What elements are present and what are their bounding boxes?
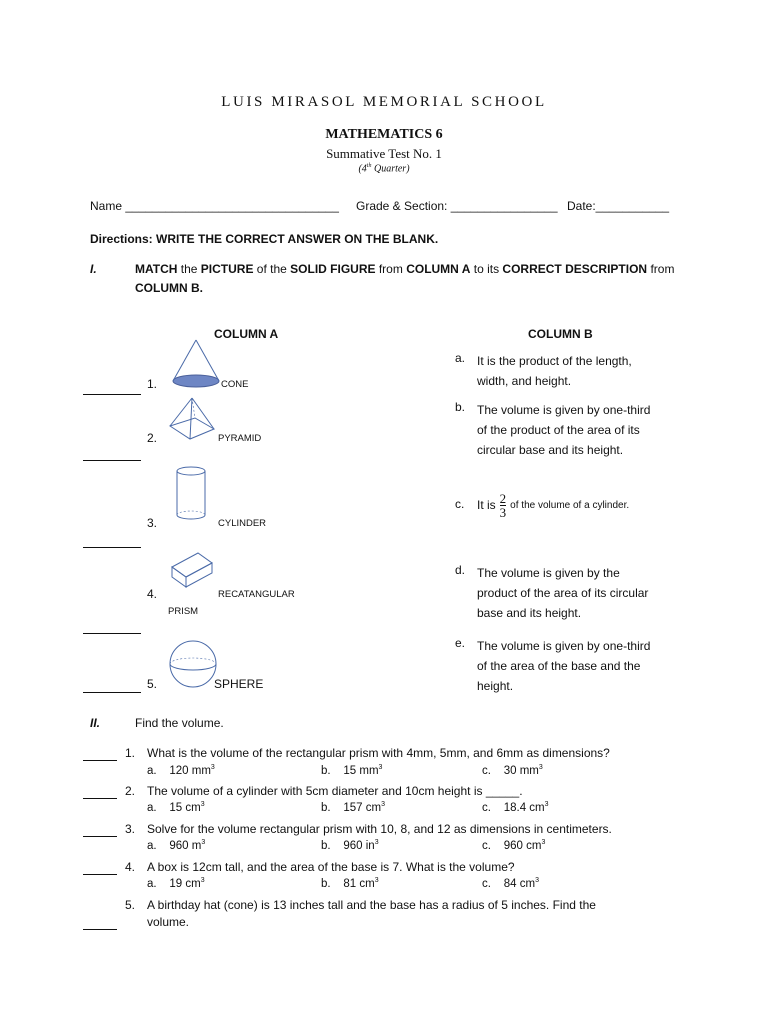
- q1-choice-b: b. 15 $mm^3$: [321, 764, 383, 777]
- choice-c-letter: c.: [455, 497, 465, 511]
- answer-blank-3[interactable]: [83, 547, 141, 548]
- q2-text: The volume of a cylinder with 5cm diameter and 10cm height is _____.: [147, 784, 523, 798]
- item-4-label-line2: PRISM: [168, 606, 199, 617]
- directions: Directions: WRITE THE CORRECT ANSWER ON THE BLANK.: [90, 232, 439, 246]
- rectangular-prism-figure: [170, 551, 216, 591]
- q3-choice-c: c. 960 $cm^3$: [482, 839, 546, 852]
- q2-answer-blank[interactable]: [83, 798, 117, 799]
- subject-title: MATHEMATICS 6: [325, 127, 443, 142]
- q1-text: What is the volume of the rectangular prism with 4mm, 5mm, and 6mm as dimensions?: [147, 746, 610, 760]
- item-5-label: SPHERE: [214, 677, 264, 691]
- item-3-label: CYLINDER: [218, 518, 267, 529]
- q3-text: Solve for the volume rectangular prism with 10, 8, and 12 as dimensions in centimeters.: [147, 822, 612, 836]
- answer-blank-1[interactable]: [83, 394, 141, 395]
- part1-instruction-line2: COLUMN B.: [135, 281, 203, 295]
- q1-answer-blank[interactable]: [83, 760, 117, 761]
- q3-answer-blank[interactable]: [83, 836, 117, 837]
- q3-choice-b: b. 960 $in^3$: [321, 839, 379, 852]
- column-a-header: COLUMN A: [214, 327, 279, 341]
- q1-number: 1.: [125, 746, 136, 760]
- item-2-number: 2.: [147, 431, 158, 445]
- q4-number: 4.: [125, 860, 136, 874]
- date-field[interactable]: Date:___________: [567, 199, 670, 213]
- q3-number: 3.: [125, 822, 136, 836]
- choice-d-letter: d.: [455, 563, 466, 577]
- item-2-label: PYRAMID: [218, 433, 262, 444]
- column-b-header: COLUMN B: [528, 327, 593, 341]
- name-field[interactable]: Name ________________________________: [90, 199, 339, 213]
- q4-choice-c: c. 84 $cm^3$: [482, 877, 539, 890]
- choice-e-letter: e.: [455, 636, 466, 650]
- q1-choice-c: c. 30 $mm^3$: [482, 764, 543, 777]
- school-name: LUIS MIRASOL MEMORIAL SCHOOL: [221, 94, 547, 110]
- q2-choice-a: a. 15 $cm^3$: [147, 801, 205, 814]
- choice-b-text: The volume is given by one-third of the product of the area of its circular base and its height.: [477, 403, 651, 457]
- choice-d-text: The volume is given by the product of the area of its circular base and its height.: [477, 566, 649, 620]
- q4-choice-a: a. 19 $cm^3$: [147, 877, 205, 890]
- item-1-number: 1.: [147, 377, 158, 391]
- q3-choice-a: a. 960 $m^3$: [147, 839, 206, 852]
- q2-choice-c: c. 18.4 $cm^3$: [482, 801, 549, 814]
- item-4-label: RECATANGULAR: [218, 589, 295, 600]
- part2-instruction: Find the volume.: [135, 716, 224, 730]
- q5-text-line2: volume.: [147, 915, 190, 929]
- q4-choice-b: b. 81 $cm^3$: [321, 877, 379, 890]
- choice-e-text: The volume is given by one-third of the area of the base and the height.: [477, 639, 651, 693]
- item-1-label: CONE: [221, 379, 249, 390]
- cone-figure: [168, 338, 224, 390]
- q4-answer-blank[interactable]: [83, 874, 117, 875]
- item-3-number: 3.: [147, 516, 158, 530]
- q5-text: A birthday hat (cone) is 13 inches tall and the base has a radius of 5 inches. Find the: [147, 898, 596, 912]
- part1-instruction: MATCH the PICTURE of the SOLID FIGURE from COLUMN A to its CORRECT DESCRIPTION from: [135, 262, 675, 276]
- choice-c-text: It is $\frac{2}{3}$ of the volume of a cylinder.: [477, 490, 630, 520]
- q2-number: 2.: [125, 784, 136, 798]
- choice-a-letter: a.: [455, 351, 466, 365]
- quarter-label: (4th Quarter): [358, 163, 410, 175]
- answer-blank-2[interactable]: [83, 460, 141, 461]
- choice-a-text: It is the product of the length, width, and height.: [477, 354, 632, 388]
- sphere-figure: [168, 638, 218, 690]
- q4-text: A box is 12cm tall, and the area of the base is 7. What is the volume?: [147, 860, 515, 874]
- q2-choice-b: b. 157 $cm^3$: [321, 801, 385, 814]
- item-4-number: 4.: [147, 587, 158, 601]
- fraction-two-thirds: $\frac{2}{3}$: [499, 490, 507, 520]
- part2-numeral: II.: [90, 716, 101, 730]
- part1-numeral: I.: [90, 262, 97, 276]
- cylinder-figure: [174, 465, 208, 523]
- q5-answer-blank[interactable]: [83, 929, 117, 930]
- grade-section-field[interactable]: Grade & Section: ________________: [356, 199, 558, 213]
- item-5-number: 5.: [147, 677, 158, 691]
- pyramid-figure: [168, 396, 220, 442]
- answer-blank-4[interactable]: [83, 633, 141, 634]
- q1-choice-a: a. 120 $mm^3$: [147, 764, 215, 777]
- answer-blank-5[interactable]: [83, 692, 141, 693]
- test-title: Summative Test No. 1: [326, 146, 442, 161]
- q5-number: 5.: [125, 898, 136, 912]
- choice-b-letter: b.: [455, 400, 466, 414]
